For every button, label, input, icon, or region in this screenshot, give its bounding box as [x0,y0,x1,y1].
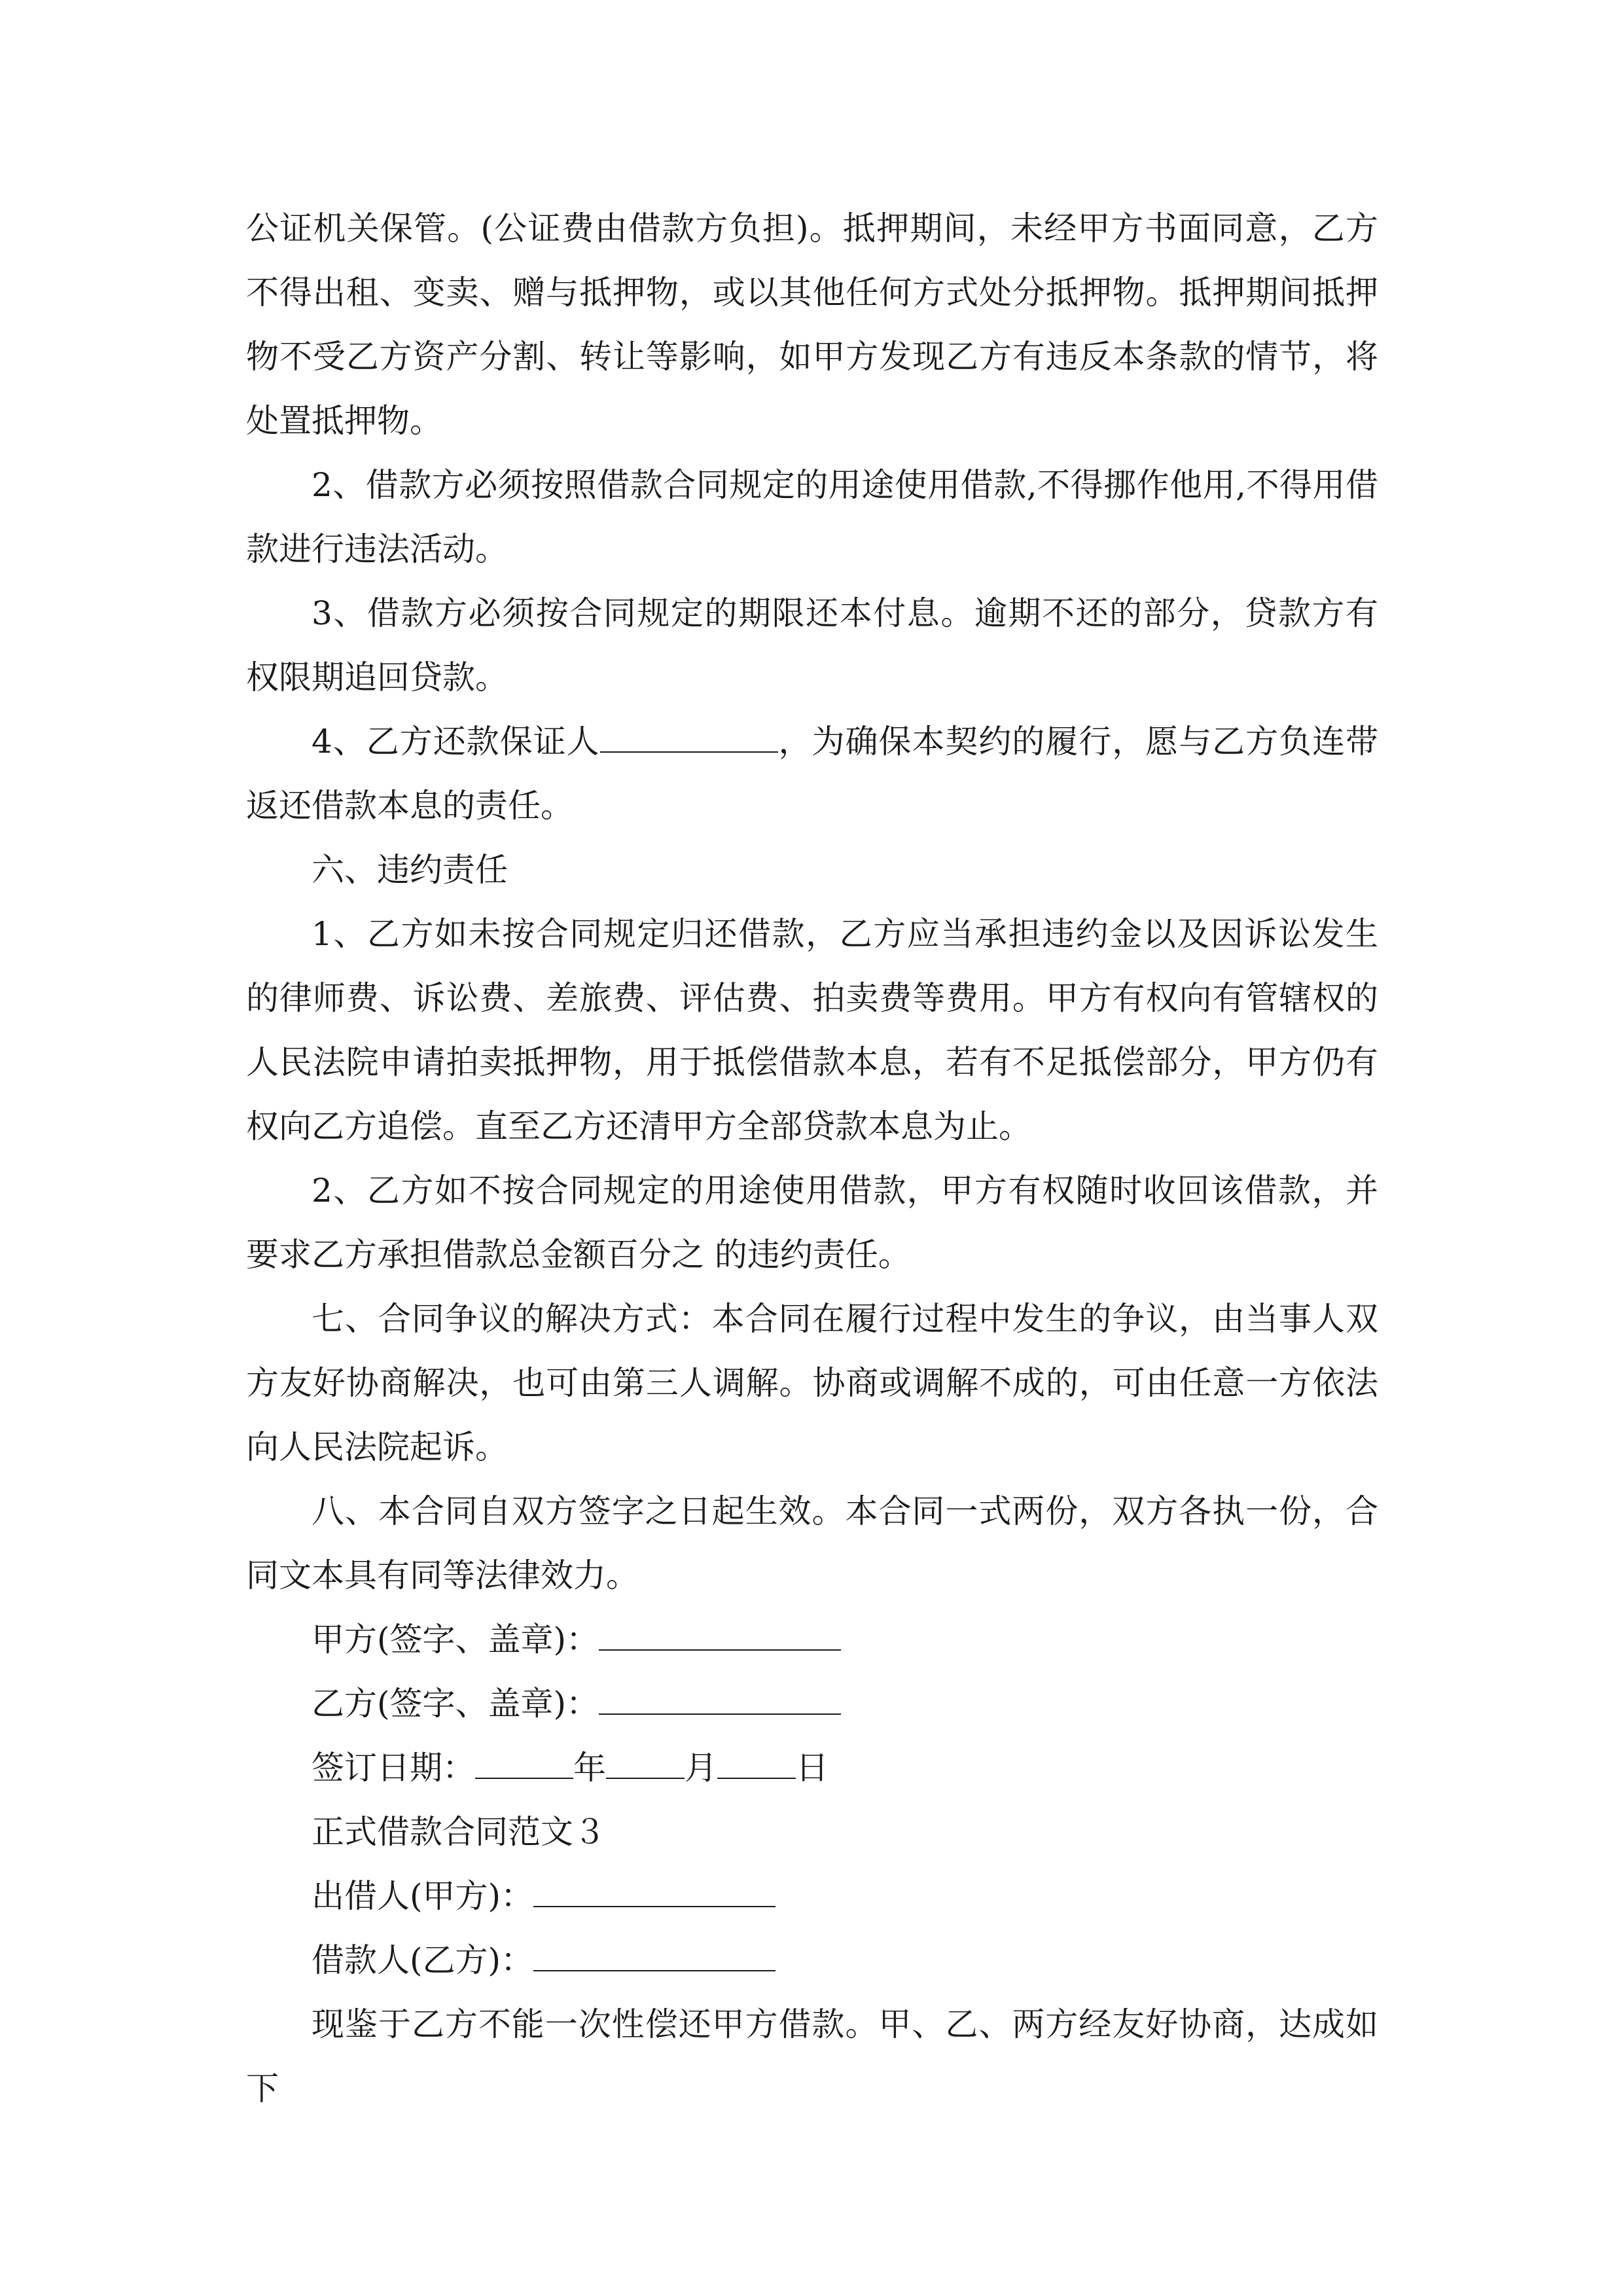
section-6-item-1: 1、乙方如未按合同规定归还借款，乙方应当承担违约金以及因诉讼发生的律师费、诉讼费、差旅费、评估费、拍卖费等费用。甲方有权向有管辖权的人民法院申请拍卖抵押物，用于抵偿借款本息，若有不足抵偿部分，甲方仍有权向乙方追偿。直至乙方还清甲方全部贷款本息为止。 [246,915,1378,1145]
item-4-text-after: ，为确保本契约的履行，愿与乙方负连带返还借款本息的责任。 [246,723,1379,825]
lender-label: 出借人(甲方)： [312,1877,534,1915]
day-label: 日 [796,1749,829,1787]
paragraph-mortgage-custody: 公证机关保管。(公证费由借款方负担)。抵押期间，未经甲方书面同意，乙方不得出租、变卖、赠与抵押物，或以其他任何方式处分抵押物。抵押期间抵押物不受乙方资产分割、转让等影响，如甲方发现乙方有违反本条款的情节，将处置抵押物。 [246,209,1378,440]
section-7-dispute-resolution: 七、合同争议的解决方式：本合同在履行过程中发生的争议，由当事人双方友好协商解决，也可由第三人调解。协商或调解不成的，可由任意一方依法向人民法院起诉。 [246,1300,1378,1466]
party-b-signature-blank [599,1678,841,1715]
document-body [246,196,1378,2121]
sign-date-label: 签订日期： [312,1749,475,1787]
party-a-signature-line [246,1607,1378,1672]
year-label: 年 [573,1749,606,1787]
party-a-signature-label: 甲方(签字、盖章)： [312,1621,599,1659]
party-b-signature-label: 乙方(签字、盖章)： [312,1685,599,1723]
section-6-title: 六、违约责任 [312,851,508,889]
year-blank [475,1742,573,1779]
item-4-text-before: 4、乙方还款保证人 [312,723,600,761]
lender-blank [533,1871,776,1907]
borrower-line [246,1928,1378,1992]
sign-date-line [246,1736,1378,1800]
section-6-item-2: 2、乙方如不按合同规定的用途使用借款，甲方有权随时收回该借款，并要求乙方承担借款总金额百分之 的违约责任。 [246,1172,1378,1274]
borrower-label: 借款人(乙方)： [312,1941,534,1979]
day-blank [717,1742,796,1779]
lender-line [246,1864,1378,1928]
borrower-blank [533,1935,776,1971]
party-b-signature-line [246,1672,1378,1736]
next-contract-title: 正式借款合同范文３ [312,1813,606,1851]
month-label: 月 [685,1749,717,1787]
section-8-effectiveness: 八、本合同自双方签字之日起生效。本合同一式两份，双方各执一份，合同文本具有同等法律效力。 [246,1492,1378,1594]
month-blank [606,1742,685,1779]
paragraph-item-2: 2、借款方必须按照借款合同规定的用途使用借款,不得挪作他用,不得用借款进行违法活动。 [246,466,1378,568]
party-a-signature-blank [599,1614,841,1651]
paragraph-item-3: 3、借款方必须按合同规定的期限还本付息。逾期不还的部分，贷款方有权限期追回贷款。 [246,594,1378,696]
intro-paragraph: 现鉴于乙方不能一次性偿还甲方借款。甲、乙、两方经友好协商，达成如下 [246,2005,1378,2108]
paragraph-item-4 [246,709,1378,838]
guarantor-blank [600,716,778,753]
